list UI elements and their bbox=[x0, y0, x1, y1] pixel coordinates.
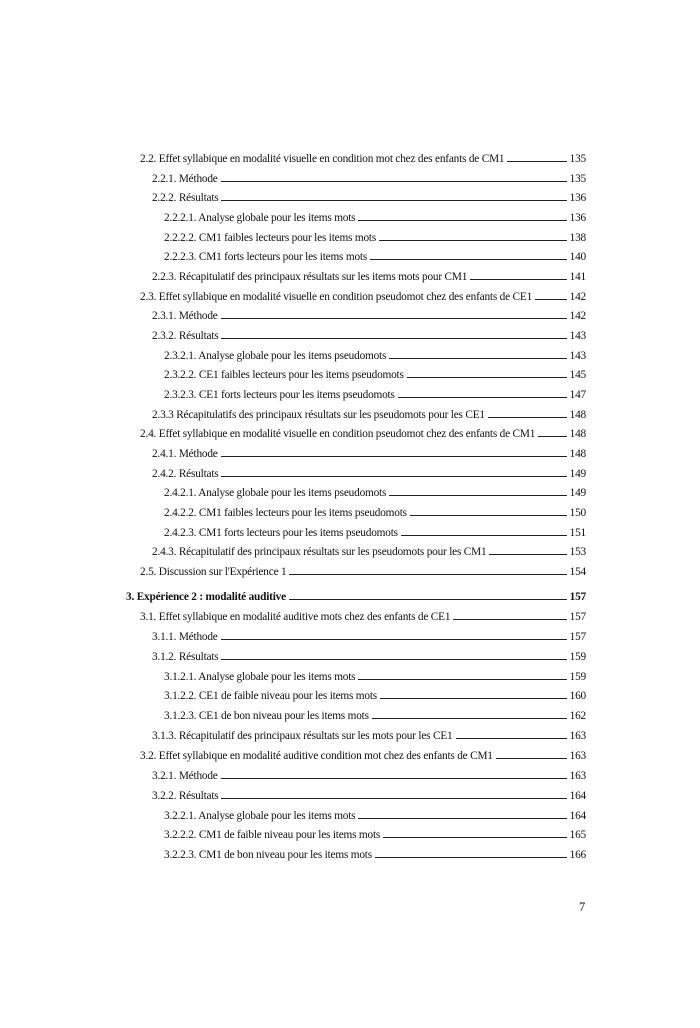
toc-entry-title: 3.1.2.3. CE1 de bon niveau pour les items mots bbox=[164, 710, 369, 723]
toc-entry-title: 2.4.2. Résultats bbox=[152, 467, 219, 480]
toc-entry-title: 2.4.2.2. CM1 faibles lecteurs pour les items pseudomots bbox=[164, 507, 407, 520]
toc-entry-title: 3.1.3. Récapitulatif des principaux résultats sur les mots pour les CE1 bbox=[152, 730, 453, 743]
toc-entry[interactable] bbox=[140, 744, 586, 762]
toc-entry-title: 2.3.2.2. CE1 faibles lecteurs pour les items pseudomots bbox=[164, 369, 404, 382]
toc-leader bbox=[370, 258, 567, 260]
toc-entry-page: 149 bbox=[569, 487, 586, 500]
toc-leader bbox=[488, 416, 567, 418]
toc-leader bbox=[221, 777, 567, 779]
toc-leader bbox=[456, 737, 567, 739]
toc-entry[interactable] bbox=[164, 481, 586, 499]
toc-entry[interactable] bbox=[164, 344, 586, 362]
toc-entry-page: 138 bbox=[569, 231, 586, 244]
page-number: 7 bbox=[579, 900, 586, 914]
toc-leader bbox=[221, 455, 567, 457]
toc-entry[interactable] bbox=[164, 684, 586, 702]
toc-entry-page: 154 bbox=[569, 566, 586, 579]
toc-entry-page: 135 bbox=[569, 172, 586, 185]
toc-entry-page: 150 bbox=[569, 507, 586, 520]
toc-entry-title: 2.2.2.1. Analyse globale pour les items mots bbox=[164, 212, 356, 224]
toc-entry-page: 164 bbox=[569, 789, 586, 802]
toc-entry-page: 136 bbox=[569, 212, 586, 224]
toc-leader bbox=[453, 618, 566, 620]
toc-leader bbox=[221, 797, 566, 799]
toc-entry[interactable] bbox=[126, 585, 586, 603]
toc-leader bbox=[496, 757, 567, 759]
toc-leader bbox=[507, 160, 566, 162]
toc-entry-page: 140 bbox=[569, 251, 586, 264]
toc-entry[interactable] bbox=[152, 784, 586, 802]
toc-entry[interactable] bbox=[152, 324, 586, 342]
toc-entry[interactable] bbox=[164, 206, 586, 224]
toc-entry[interactable] bbox=[164, 501, 586, 519]
toc-entry[interactable] bbox=[140, 422, 586, 440]
toc-entry-title: 2.2.2.2. CM1 faibles lecteurs pour les items mots bbox=[164, 231, 377, 244]
toc-entry[interactable] bbox=[152, 265, 586, 283]
toc-leader bbox=[380, 697, 567, 699]
toc-leader bbox=[221, 638, 567, 640]
toc-entry-page: 164 bbox=[569, 809, 586, 822]
toc-entry[interactable] bbox=[164, 245, 586, 263]
toc-entry[interactable] bbox=[164, 823, 586, 841]
toc-entry[interactable] bbox=[152, 625, 586, 643]
toc-entry[interactable] bbox=[152, 442, 586, 460]
toc-entry-page: 166 bbox=[569, 849, 586, 862]
toc-entry-title: 2.4.3. Récapitulatif des principaux résultats sur les pseudomots pour les CM1 bbox=[152, 546, 487, 559]
toc-entry-title: 3.2. Effet syllabique en modalité auditive condition mot chez des enfants de CM1 bbox=[140, 750, 493, 763]
toc-entry[interactable] bbox=[140, 560, 586, 578]
toc-entry[interactable] bbox=[152, 462, 586, 480]
toc-entry[interactable] bbox=[164, 521, 586, 539]
toc-leader bbox=[221, 180, 567, 182]
toc-leader bbox=[535, 298, 567, 300]
toc-entry-page: 163 bbox=[569, 750, 586, 763]
toc-entry-title: 2.3. Effet syllabique en modalité visuelle en condition pseudomot chez des enfants de CE1 bbox=[140, 290, 533, 303]
toc-entry-title: 2.3.1. Méthode bbox=[152, 310, 218, 323]
toc-entry[interactable] bbox=[152, 186, 586, 204]
toc-leader bbox=[410, 514, 567, 516]
toc-entry[interactable] bbox=[164, 804, 586, 822]
toc-entry-title: 3.1.2.1. Analyse globale pour les items mots bbox=[164, 670, 356, 683]
toc-leader bbox=[221, 475, 566, 477]
toc-entry-page: 143 bbox=[569, 330, 586, 343]
toc-leader bbox=[383, 836, 567, 838]
toc-entry-page: 135 bbox=[569, 153, 586, 165]
toc-entry[interactable] bbox=[164, 665, 586, 683]
toc-entry-title: 2.2. Effet syllabique en modalité visuelle en condition mot chez des enfants de CM1 bbox=[140, 153, 505, 165]
toc-entry[interactable] bbox=[152, 304, 586, 322]
toc-leader bbox=[358, 817, 566, 819]
toc-entry-title: 3.1.2. Résultats bbox=[152, 650, 219, 663]
toc-entry[interactable] bbox=[152, 403, 586, 421]
toc-entry[interactable] bbox=[152, 167, 586, 185]
toc-leader bbox=[221, 337, 566, 339]
toc-entry-page: 141 bbox=[569, 271, 586, 284]
toc-leader bbox=[375, 856, 567, 858]
toc-leader bbox=[358, 678, 566, 680]
toc-entry-page: 148 bbox=[569, 408, 586, 421]
toc-leader bbox=[538, 435, 566, 437]
toc-entry-page: 148 bbox=[569, 448, 586, 461]
toc-leader bbox=[470, 278, 566, 280]
toc-leader bbox=[221, 199, 566, 201]
toc-entry-title: 2.3.2. Résultats bbox=[152, 330, 219, 343]
toc-leader bbox=[379, 239, 567, 241]
toc-entry-title: 2.4.2.3. CM1 forts lecteurs pour les items pseudomots bbox=[164, 526, 398, 539]
toc-leader bbox=[401, 534, 567, 536]
toc-entry[interactable] bbox=[164, 226, 586, 244]
toc-entry[interactable] bbox=[152, 764, 586, 782]
toc-leader bbox=[389, 357, 566, 359]
toc-entry-title: 2.4.1. Méthode bbox=[152, 448, 218, 461]
toc-entry[interactable] bbox=[140, 285, 586, 303]
toc-entry-title: 2.3.2.3. CE1 forts lecteurs pour les items pseudomots bbox=[164, 389, 395, 402]
toc-entry-page: 162 bbox=[569, 710, 586, 723]
toc-entry-title: 3. Expérience 2 : modalité auditive bbox=[126, 591, 286, 604]
toc-entry[interactable] bbox=[164, 383, 586, 401]
toc-entry-title: 3.2.2.1. Analyse globale pour les items mots bbox=[164, 809, 356, 822]
toc-entry-title: 3.2.2. Résultats bbox=[152, 789, 219, 802]
toc-entry-title: 3.2.1. Méthode bbox=[152, 769, 218, 782]
toc-entry-page: 165 bbox=[569, 829, 586, 842]
toc-entry[interactable] bbox=[152, 724, 586, 742]
toc-entry-page: 145 bbox=[569, 369, 586, 382]
toc-entry-page: 157 bbox=[569, 591, 586, 604]
toc-entry-page: 159 bbox=[569, 650, 586, 663]
toc-entry-page: 153 bbox=[569, 546, 586, 559]
toc-leader bbox=[289, 598, 567, 600]
toc-entry-title: 2.2.2. Résultats bbox=[152, 192, 219, 205]
toc-entry-title: 3.1.1. Méthode bbox=[152, 630, 218, 643]
toc-entry-title: 2.2.3. Récapitulatif des principaux résultats sur les items mots pour CM1 bbox=[152, 271, 468, 284]
toc-entry-page: 151 bbox=[569, 526, 586, 539]
toc-entry[interactable] bbox=[164, 363, 586, 381]
toc-entry-title: 3.2.2.2. CM1 de faible niveau pour les items mots bbox=[164, 829, 381, 842]
toc-entry-page: 142 bbox=[569, 290, 586, 303]
toc-entry[interactable] bbox=[152, 645, 586, 663]
toc-entry-title: 2.2.2.3. CM1 forts lecteurs pour les items mots bbox=[164, 251, 368, 264]
toc-entry-title: 2.5. Discussion sur l'Expérience 1 bbox=[140, 566, 287, 579]
toc-entry-title: 3.1.2.2. CE1 de faible niveau pour les items mots bbox=[164, 690, 377, 703]
toc-entry-title: 2.2.1. Méthode bbox=[152, 172, 218, 185]
toc-entry-page: 147 bbox=[569, 389, 586, 402]
toc-entry-page: 142 bbox=[569, 310, 586, 323]
toc-entry-title: 3.2.2.3. CM1 de bon niveau pour les items mots bbox=[164, 849, 372, 862]
toc-entry-page: 143 bbox=[569, 349, 586, 362]
toc-entry[interactable] bbox=[140, 147, 586, 165]
toc-entry-title: 2.3.2.1. Analyse globale pour les items pseudomots bbox=[164, 349, 387, 362]
toc-leader bbox=[489, 553, 566, 555]
toc-entry-title: 3.1. Effet syllabique en modalité auditive mots chez des enfants de CE1 bbox=[140, 611, 451, 624]
toc-entry[interactable] bbox=[164, 704, 586, 722]
toc-leader bbox=[289, 573, 566, 575]
toc-leader bbox=[221, 317, 567, 319]
toc-leader bbox=[389, 494, 566, 496]
toc-entry-page: 136 bbox=[569, 192, 586, 205]
toc-leader bbox=[398, 396, 567, 398]
toc-entry-title: 2.3.3 Récapitulatifs des principaux résultats sur les pseudomots pour les CE1 bbox=[152, 408, 485, 421]
toc-entry-page: 160 bbox=[569, 690, 586, 703]
toc-entry[interactable] bbox=[164, 843, 586, 861]
toc-entry[interactable] bbox=[140, 605, 586, 623]
toc-leader bbox=[372, 717, 567, 719]
toc-leader bbox=[221, 658, 566, 660]
toc-entry-page: 163 bbox=[569, 769, 586, 782]
toc-entry-page: 149 bbox=[569, 467, 586, 480]
toc-entry-title: 2.4. Effet syllabique en modalité visuelle en condition pseudomot chez des enfants de CM1 bbox=[140, 428, 536, 441]
toc-entry[interactable] bbox=[152, 540, 586, 558]
toc-leader bbox=[358, 219, 566, 221]
toc-entry-page: 163 bbox=[569, 730, 586, 743]
toc-entry-title: 2.4.2.1. Analyse globale pour les items pseudomots bbox=[164, 487, 387, 500]
toc-entry-page: 157 bbox=[569, 611, 586, 624]
toc-entry-page: 157 bbox=[569, 630, 586, 643]
toc-leader bbox=[407, 376, 567, 378]
toc-entry-page: 159 bbox=[569, 670, 586, 683]
toc-entry-page: 148 bbox=[569, 428, 586, 441]
